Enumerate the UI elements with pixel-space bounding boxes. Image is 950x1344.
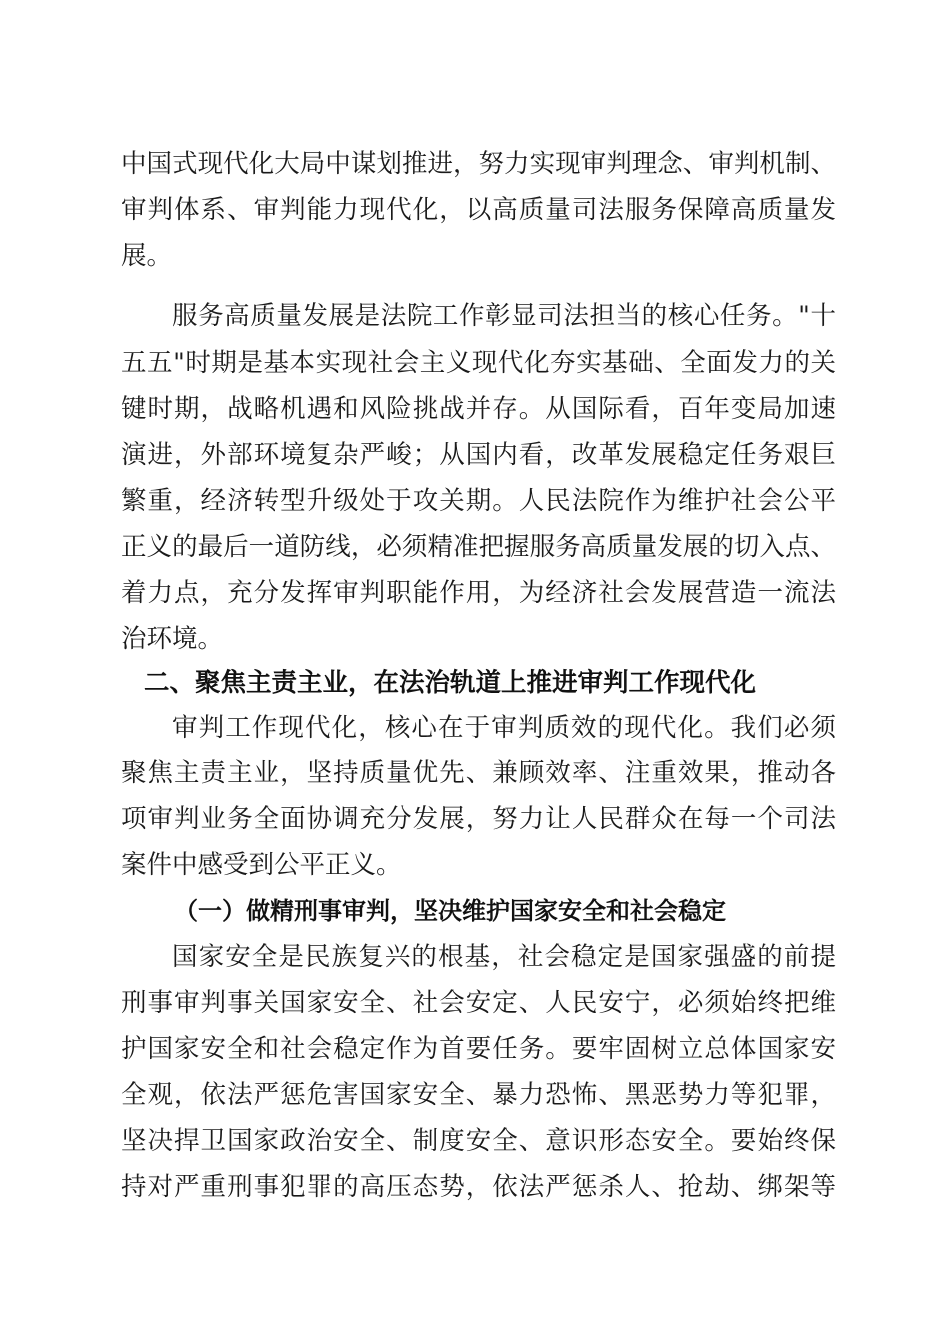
- body-text-line: 案件中感受到公平正义。: [121, 850, 402, 880]
- body-text-line: 服务高质量发展是法院工作彰显司法担当的核心任务。"十: [172, 301, 836, 331]
- body-text-line: 国家安全是民族复兴的根基，社会稳定是国家强盛的前提: [172, 942, 836, 972]
- body-text-line: 中国式现代化大局中谋划推进，努力实现审判理念、审判机制、: [121, 149, 836, 179]
- body-text-line: 展。: [121, 241, 173, 271]
- body-text-line: 繁重，经济转型升级处于攻关期。人民法院作为维护社会公平: [121, 486, 836, 516]
- body-text-line: 持对严重刑事犯罪的高压态势，依法严惩杀人、抢劫、绑架等: [121, 1172, 836, 1202]
- body-text-line: 聚焦主责主业，坚持质量优先、兼顾效率、注重效果，推动各: [121, 758, 836, 788]
- body-text-line: 全观，依法严惩危害国家安全、暴力恐怖、黑恶势力等犯罪，: [121, 1080, 836, 1110]
- body-text-line: 着力点，充分发挥审判职能作用，为经济社会发展营造一流法: [121, 578, 836, 608]
- subsection-heading: （一）做精刑事审判，坚决维护国家安全和社会稳定: [174, 897, 726, 925]
- body-text-line: 治环境。: [121, 624, 224, 654]
- body-text-line: 键时期，战略机遇和风险挑战并存。从国际看，百年变局加速: [121, 394, 836, 424]
- body-text-line: 护国家安全和社会稳定作为首要任务。要牢固树立总体国家安: [121, 1034, 836, 1064]
- body-text-line: 审判工作现代化，核心在于审判质效的现代化。我们必须: [172, 713, 836, 743]
- section-heading: 二、聚焦主责主业，在法治轨道上推进审判工作现代化: [144, 668, 757, 698]
- body-text-line: 项审判业务全面协调充分发展，努力让人民群众在每一个司法: [121, 804, 836, 834]
- body-text-line: 坚决捍卫国家政治安全、制度安全、意识形态安全。要始终保: [121, 1126, 836, 1156]
- body-text-line: 五五"时期是基本实现社会主义现代化夯实基础、全面发力的关: [121, 348, 836, 378]
- body-text-line: 审判体系、审判能力现代化，以高质量司法服务保障高质量发: [121, 195, 836, 225]
- body-text-line: 演进，外部环境复杂严峻；从国内看，改革发展稳定任务艰巨: [121, 440, 836, 470]
- body-text-line: 正义的最后一道防线，必须精准把握服务高质量发展的切入点、: [121, 532, 836, 562]
- body-text-line: 刑事审判事关国家安全、社会安定、人民安宁，必须始终把维: [121, 988, 836, 1018]
